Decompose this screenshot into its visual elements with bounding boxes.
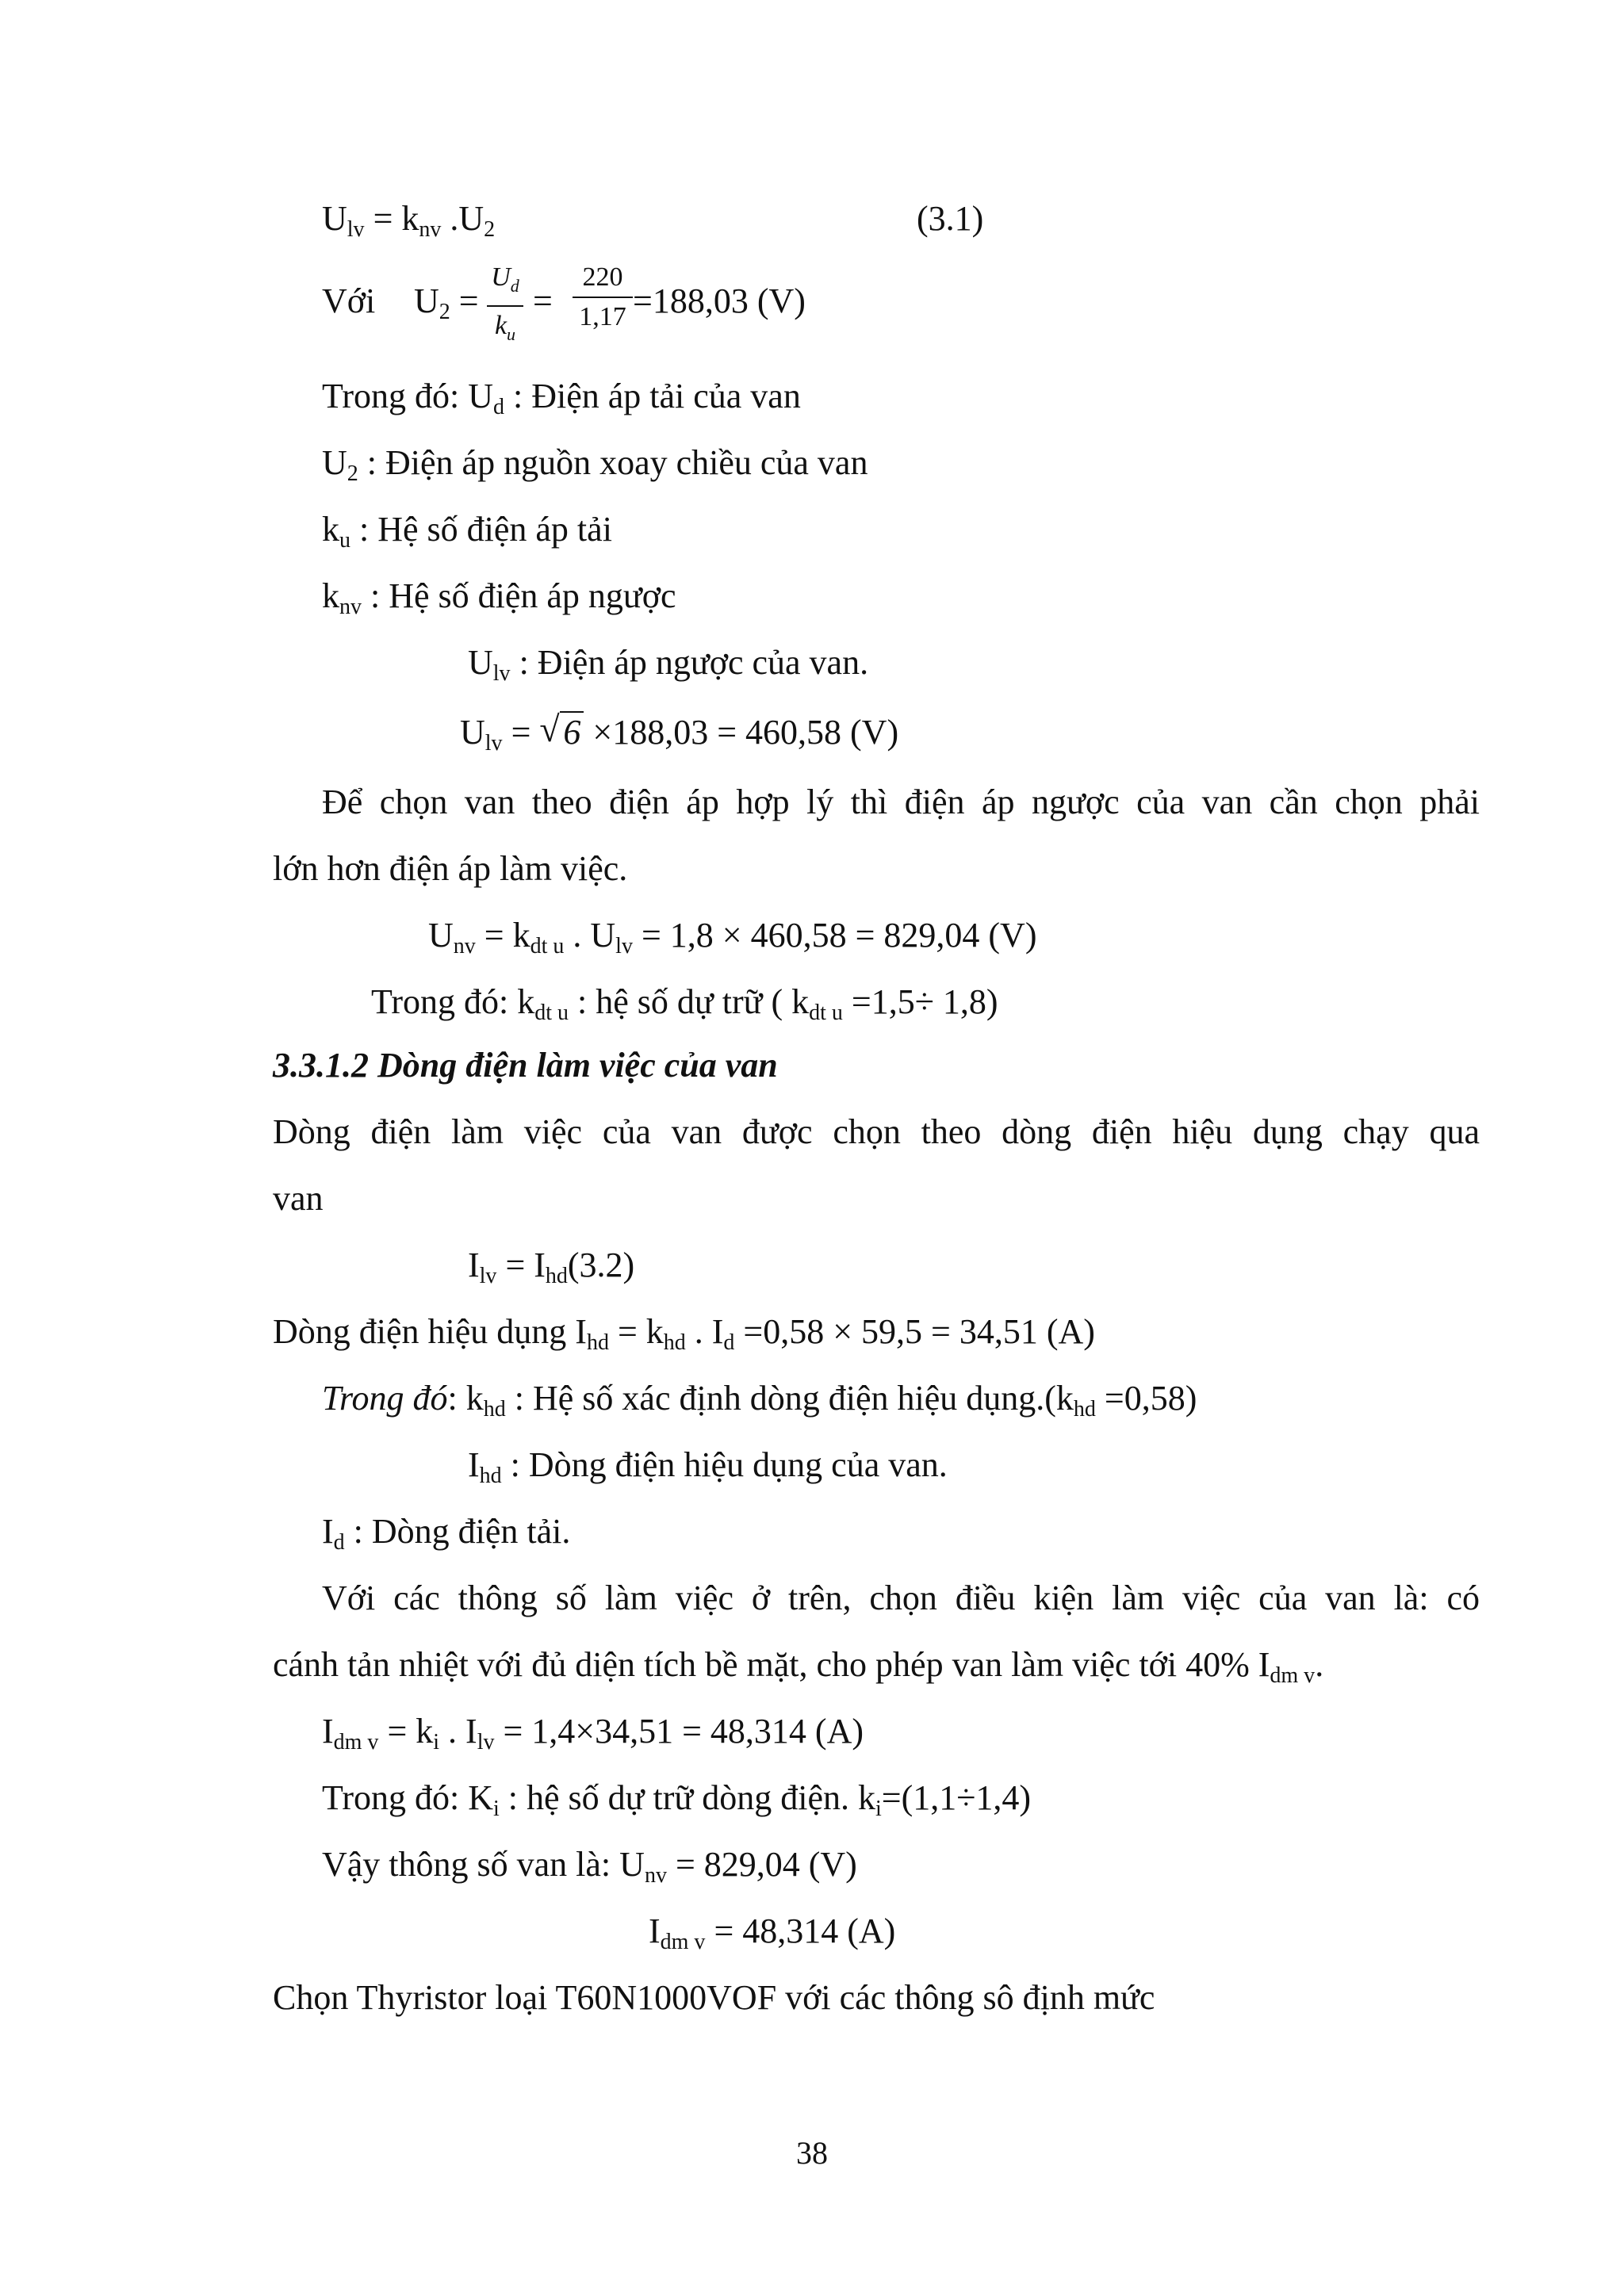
u2-lhs [414,279,479,323]
text: = k [378,1712,434,1751]
subscript: hd [663,1330,686,1355]
eq-text: .U [441,199,485,238]
subscript: d [333,1530,345,1555]
paragraph-line: Với các thông số làm việc ở trên, chọn điều kiện làm việc của van là: có [322,1578,1480,1617]
subscript: dt u [534,1001,569,1025]
subscript: lv [479,1264,497,1288]
text: : hệ số dự trữ ( k [569,982,810,1021]
text: Trong đó: K [322,1778,493,1817]
fraction-denominator: 1,17 [579,302,626,331]
radicand: 6 [560,711,584,752]
text: : Điện áp nguồn xoay chiều của van [358,443,868,482]
text: : Hệ số điện áp tải [350,510,612,549]
num-text: U [491,262,511,292]
where-u2 [322,441,868,485]
text: : k [447,1379,484,1418]
text: I [322,1712,334,1751]
where-ihd [468,1443,948,1487]
text: = 1,4×34,51 = 48,314 (A) [494,1712,864,1751]
paragraph-line: Chọn Thyristor loại T60N1000VOF với các thông sô định mức [273,1978,1155,2017]
den-text: k [494,310,508,340]
valve-params-idmv [649,1909,895,1954]
where-knv [322,574,676,618]
eq-text: = k [364,199,419,238]
text: = k [608,1312,664,1351]
where-ud [322,374,801,419]
eq-text: U [322,199,347,238]
num-sub: d [510,275,519,296]
subscript: i [875,1797,882,1821]
equation-3-1 [322,197,495,241]
radical-sign: √ [539,709,560,749]
text: U [428,916,454,955]
subscript: nv [453,934,476,959]
equation-3-2 [468,1243,634,1288]
text: : hệ số dự trữ dòng điện. k [499,1778,875,1817]
text: . I [439,1712,477,1751]
where-id [322,1510,570,1554]
where-ulv [468,641,868,685]
fraction-numerator [487,262,523,302]
section-heading: 3.3.1.2 Dòng điện làm việc của van [273,1046,778,1085]
text: : Dòng điện tải. [344,1512,571,1551]
subscript: hd [1073,1397,1096,1422]
text: Trong đó: k [371,982,535,1021]
unv-calculation [428,913,1036,958]
idmv-calculation [322,1709,864,1754]
page-number: 38 [796,2135,828,2171]
where-khd [322,1376,1197,1421]
text: I [649,1911,661,1950]
text: =0,58) [1095,1379,1197,1418]
u2-result: =188,03 (V) [633,281,806,320]
text: k [322,576,339,615]
text: =0,58 × 59,5 = 34,51 (A) [734,1312,1095,1351]
paragraph-line: lớn hơn điện áp làm việc. [273,849,628,888]
u2-definition-label [322,279,375,323]
den-sub: u [507,323,516,344]
subscript: dt u [809,1001,843,1025]
text: (3.2) [567,1246,635,1284]
subscript: lv [485,731,503,756]
subscript: hd [545,1264,568,1288]
subscript: nv [644,1863,667,1888]
paragraph-line: Dòng điện làm việc của van được chọn theo dòng điện hiệu dụng chạy qua [273,1112,1480,1151]
subscript: d [723,1330,735,1355]
text: . [1315,1645,1324,1684]
text: : Dòng điện hiệu dụng của van. [501,1445,948,1484]
subscript: dm v [660,1930,706,1954]
fraction-bar [573,297,633,298]
subscript: dm v [333,1730,379,1755]
text: = [502,713,540,752]
fraction-ud-ku [487,262,523,350]
subscript: 2 [347,461,358,486]
text: I [468,1445,480,1484]
subscript: nv [339,595,362,619]
paragraph-line: van [273,1179,324,1218]
fraction-220-117 [573,262,633,333]
text: = 1,8 × 460,58 = 829,04 (V) [632,916,1037,955]
subscript: lv [615,934,633,959]
eq-text: U [414,281,439,320]
text: Trong đó: U [322,377,493,415]
valve-params-unv [322,1843,857,1887]
square-root [539,710,584,755]
text: = 829,04 (V) [666,1845,857,1884]
subscript: i [433,1730,440,1755]
text: : Điện áp tải của van [504,377,801,415]
text: =(1,1÷1,4) [881,1778,1032,1817]
where-kdtu [371,980,998,1024]
text: = 48,314 (A) [705,1911,896,1950]
eq-subscript: nv [419,217,442,242]
text: : Điện áp ngược của van. [510,643,869,682]
text: U [468,643,493,682]
subscript: dt u [530,934,565,959]
text: I [468,1246,480,1284]
eq-subscript: 2 [439,300,450,324]
fraction-bar [487,305,523,307]
voi-text: Với [322,281,376,320]
text: I [322,1512,334,1551]
subscript: dm v [1270,1663,1316,1688]
subscript: hd [483,1397,506,1422]
text: U [322,443,347,482]
text: . U [564,916,616,955]
subscript: u [339,528,350,553]
eq-sign: = [533,281,553,320]
ulv-calculation [460,710,898,755]
text: ×188,03 = 460,58 (V) [584,713,899,752]
subscript: d [492,395,504,419]
where-ku [322,507,612,552]
text: =1,5÷ 1,8) [842,982,998,1021]
subscript: hd [479,1464,502,1488]
subscript: lv [477,1730,495,1755]
italic-text: Trong đó [322,1379,448,1418]
eq-subscript: 2 [484,217,496,242]
fraction-denominator [487,310,523,350]
text: cánh tản nhiệt với đủ diện tích bề mặt, cho phép van làm việc tới 40% I [273,1645,1270,1684]
eq-subscript: lv [347,217,365,242]
text: = I [496,1246,546,1284]
text: = k [475,916,530,955]
ihd-calculation [273,1310,1095,1354]
eq-text: = [450,281,479,320]
fraction-numerator: 220 [582,262,623,292]
equation-number-3-1: (3.1) [917,199,984,238]
paragraph-line: Để chọn van theo điện áp hợp lý thì điện áp ngược của van cần chọn phải [322,783,1480,821]
text: k [322,510,339,549]
subscript: hd [586,1330,609,1355]
text: Dòng điện hiệu dụng I [273,1312,587,1351]
text: : Hệ số điện áp ngược [362,576,676,615]
text: : Hệ số xác định dòng điện hiệu dụng.(k [505,1379,1074,1418]
subscript: i [492,1797,500,1821]
text: U [460,713,485,752]
paragraph-line-idmv [273,1643,1323,1687]
subscript: lv [492,661,511,686]
text: . I [685,1312,724,1351]
text: Vậy thông số van là: U [322,1845,645,1884]
where-ki [322,1776,1031,1820]
